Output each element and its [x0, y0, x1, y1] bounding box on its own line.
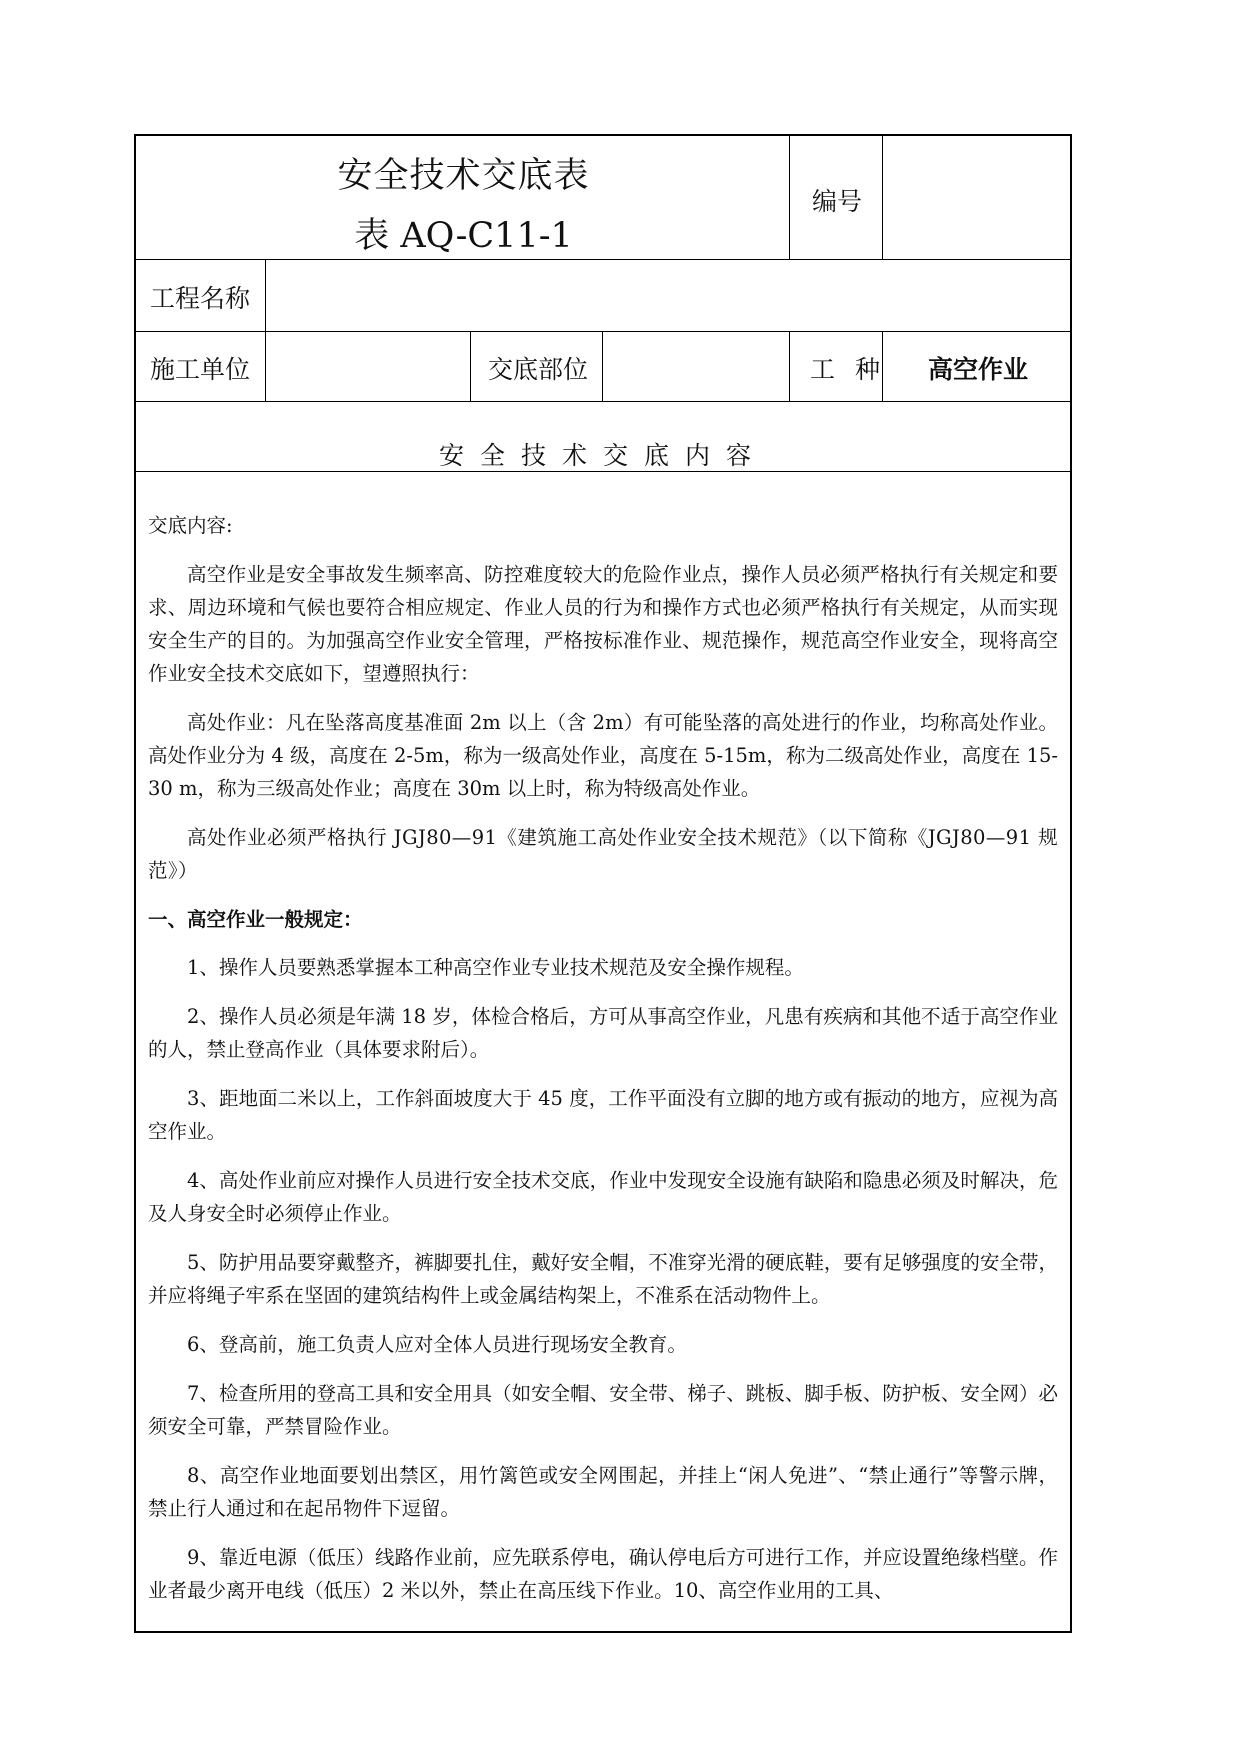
rule-item: 6、登高前，施工负责人应对全体人员进行现场安全教育。	[187, 1333, 687, 1356]
rule-item: 2、操作人员必须是年满 18 岁，体检合格后，方可从事高空作业，凡患有疾病和其他不适于高空作业的人，禁止登高作业（具体要求附后）。	[148, 1005, 1058, 1061]
intro-label: 交底内容:	[148, 514, 233, 537]
rule-item: 5、防护用品要穿戴整齐，裤脚要扎住，戴好安全帽，不准穿光滑的硬底鞋，要有足够强度的安全带，并应将绳子牢系在坚固的建筑结构件上或金属结构架上，不准系在活动物件上。	[148, 1251, 1058, 1307]
project-name-label: 工程名称	[150, 284, 251, 313]
content-paragraph: 高空作业是安全事故发生频率高、防控难度较大的危险作业点，操作人员必须严格执行有关规定和要求、周边环境和气候也要符合相应规定、作业人员的行为和操作方式也必须严格执行有关规定，从而实现安全生产的目的。为加强高空作业安全管理，严格按标准作业、规范操作，规范高空作业安全，现将高空作业安全技术交底如下，望遵照执行：	[148, 563, 1058, 685]
content-paragraph: 高处作业必须严格执行 JGJ80—91《建筑施工高处作业安全技术规范》（以下简称《JGJ80—91 规范》）	[148, 826, 1058, 882]
briefing-content	[148, 509, 1058, 1623]
col-divider	[882, 136, 883, 259]
form-title: 安全技术交底表	[337, 156, 590, 196]
rule-item: 8、高空作业地面要划出禁区，用竹篱笆或安全网围起，并挂上“闲人免进”、“禁止通行”等警示牌，禁止行人通过和在起吊物件下逗留。	[148, 1464, 1058, 1520]
briefing-location-label: 交底部位	[488, 355, 589, 384]
trade-value: 高空作业	[928, 355, 1029, 384]
number-label: 编号	[812, 187, 863, 216]
rule-item: 7、检查所用的登高工具和安全用具（如安全帽、安全带、梯子、跳板、脚手板、防护板、安全网）必须安全可靠，严禁冒险作业。	[148, 1382, 1058, 1438]
rule-item: 1、操作人员要熟悉掌握本工种高空作业专业技术规范及安全操作规程。	[187, 956, 804, 979]
row-divider	[136, 259, 1070, 260]
safety-briefing-form	[134, 134, 1072, 1633]
general-rules-heading: 一、高空作业一般规定：	[148, 908, 363, 931]
col-divider	[602, 331, 603, 401]
rule-item: 9、靠近电源（低压）线路作业前，应先联系停电，确认停电后方可进行工作，并应设置绝缘档壁。作业者最少离开电线（低压）2 米以外，禁止在高压线下作业。10、高空作业用的工具、	[148, 1546, 1058, 1602]
form-code: 表 AQ-C11-1	[354, 216, 573, 256]
rule-item: 3、距地面二米以上，工作斜面坡度大于 45 度，工作平面没有立脚的地方或有振动的地方，应视为高空作业。	[148, 1087, 1058, 1143]
row-divider	[136, 331, 1070, 332]
rule-item: 4、高处作业前应对操作人员进行安全技术交底，作业中发现安全设施有缺陷和隐患必须及时解决，危及人身安全时必须停止作业。	[148, 1169, 1058, 1225]
trade-label: 工 种	[810, 355, 886, 384]
row-divider	[136, 401, 1070, 402]
section-title: 安全技术交底内容	[438, 441, 767, 470]
col-divider	[265, 259, 266, 331]
content-paragraph: 高处作业：凡在坠落高度基准面 2m 以上（含 2m）有可能坠落的高处进行的作业，均称高处作业。高处作业分为 4 级，高度在 2-5m，称为一级高处作业，高度在 5-15m，称为二级高处作业，高度在 15-30 m，称为三级高处作业；高度在 30m 以上时，称为特级高处作业。	[148, 711, 1058, 800]
col-divider	[789, 331, 790, 401]
col-divider	[470, 331, 471, 401]
construction-unit-label: 施工单位	[150, 355, 251, 384]
col-divider	[265, 331, 266, 401]
